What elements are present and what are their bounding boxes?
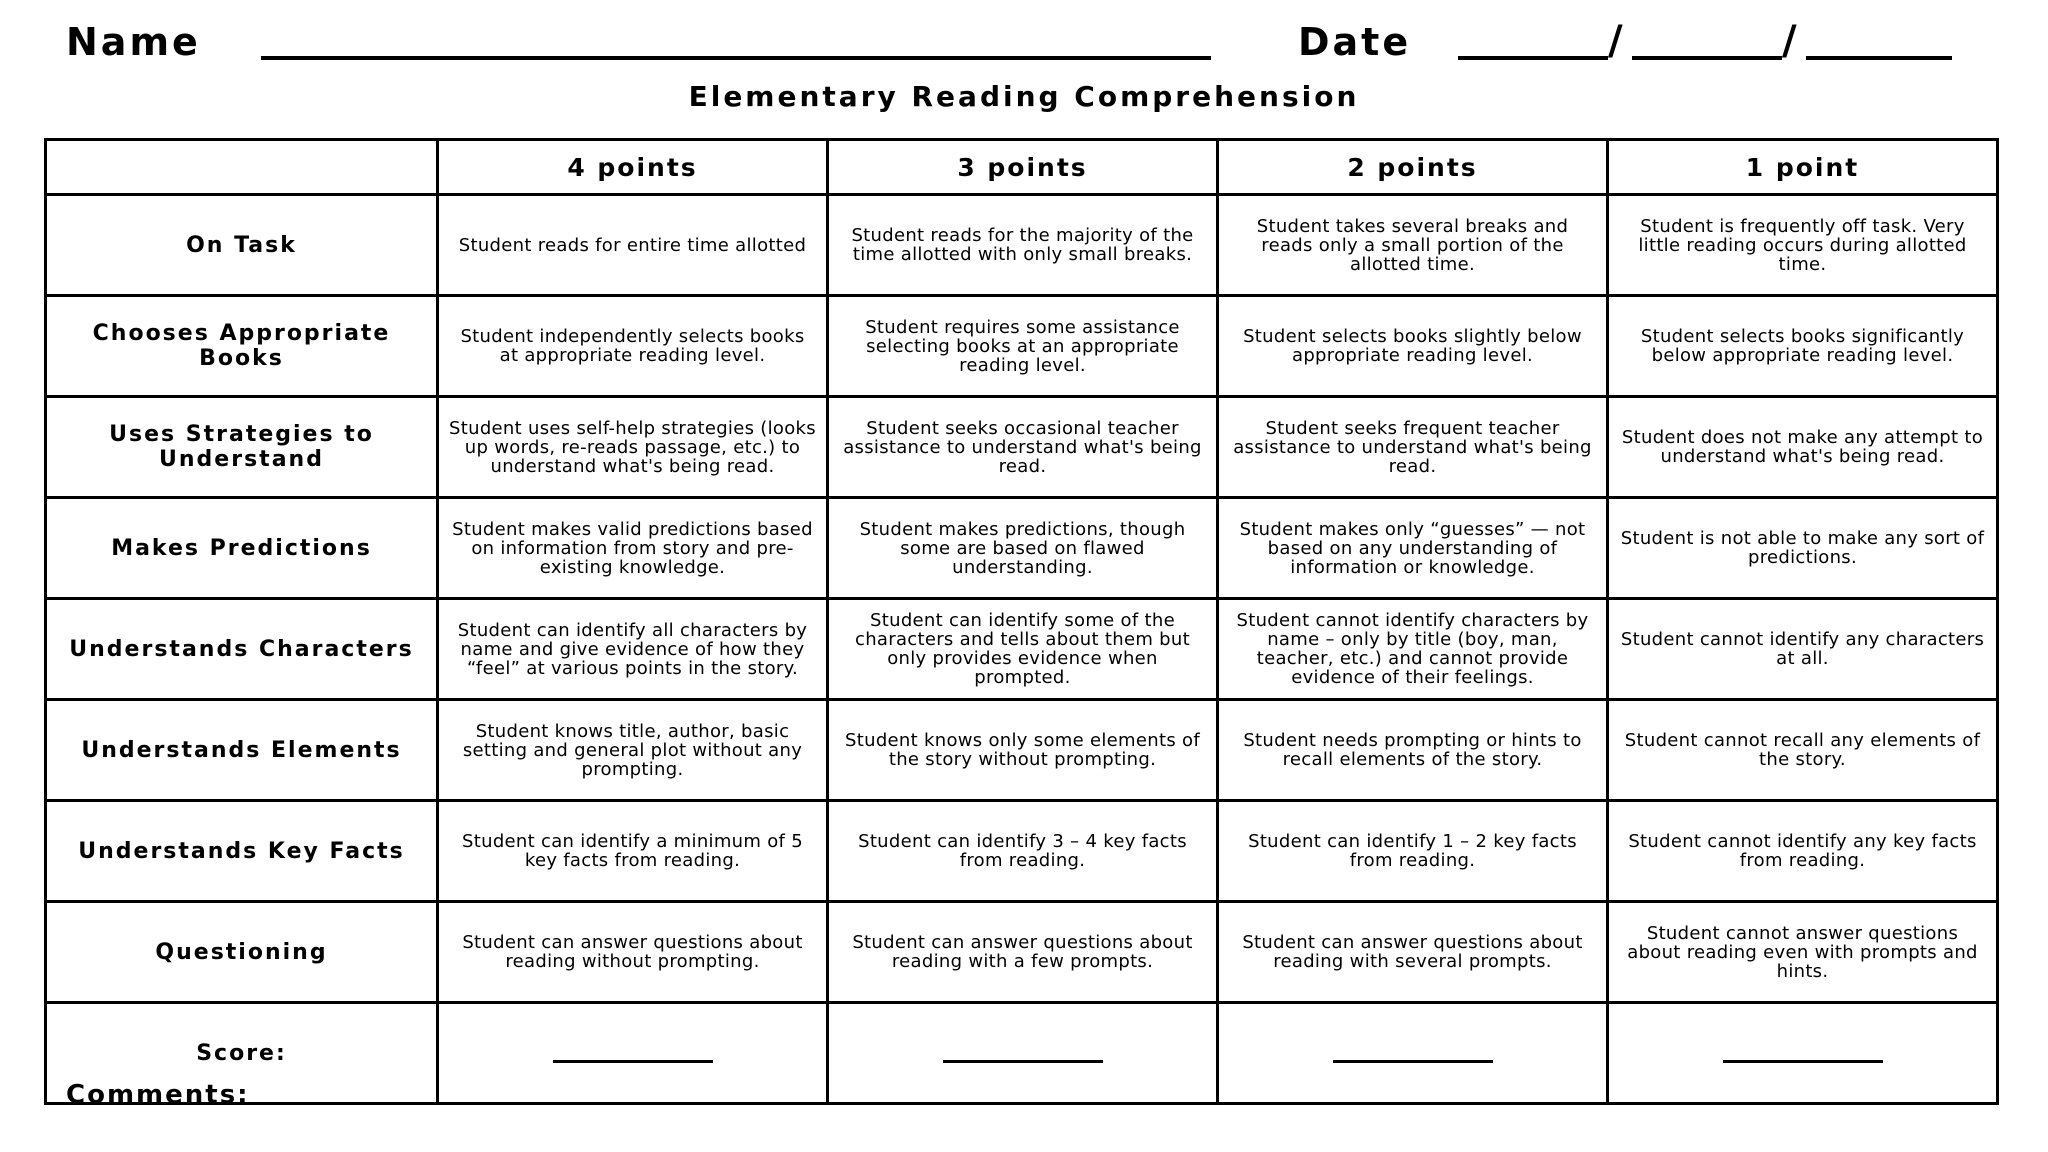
- rubric-cell: Student makes valid predictions based on information from story and pre-existing knowledge.: [438, 498, 828, 599]
- rubric-cell: Student makes predictions, though some are based on flawed understanding.: [828, 498, 1218, 599]
- column-header-1-point: 1 point: [1608, 140, 1998, 195]
- rubric-cell: Student seeks occasional teacher assistance to understand what's being read.: [828, 397, 1218, 498]
- criterion-questioning: Questioning: [46, 902, 438, 1003]
- rubric-cell: Student cannot answer questions about reading even with prompts and hints.: [1608, 902, 1998, 1003]
- rubric-cell: Student selects books significantly below appropriate reading level.: [1608, 296, 1998, 397]
- rubric-cell: Student can identify a minimum of 5 key facts from reading.: [438, 801, 828, 902]
- name-field-line[interactable]: [261, 56, 1211, 60]
- rubric-cell: Student cannot identify any characters at all.: [1608, 599, 1998, 700]
- rubric-cell: Student knows title, author, basic setting and general plot without any prompting.: [438, 700, 828, 801]
- column-header-4-points: 4 points: [438, 140, 828, 195]
- criterion-on-task: On Task: [46, 195, 438, 296]
- table-row: [46, 902, 1998, 1003]
- score-blank-line[interactable]: [553, 1040, 713, 1063]
- rubric-cell: Student can identify 3 – 4 key facts from reading.: [828, 801, 1218, 902]
- rubric-header-row: [46, 140, 1998, 195]
- table-row: [46, 599, 1998, 700]
- score-cell-3-points[interactable]: [828, 1003, 1218, 1104]
- rubric-cell: Student uses self-help strategies (looks up words, re-reads passage, etc.) to understand what's being read.: [438, 397, 828, 498]
- criterion-chooses-appropriate-books: Chooses Appropriate Books: [46, 296, 438, 397]
- date-day-line[interactable]: [1632, 56, 1782, 60]
- score-row: [46, 1003, 1998, 1104]
- name-label: Name: [66, 20, 201, 64]
- column-header-3-points: 3 points: [828, 140, 1218, 195]
- comments-label: Comments:: [66, 1080, 250, 1110]
- rubric-cell: Student is not able to make any sort of predictions.: [1608, 498, 1998, 599]
- date-year-line[interactable]: [1806, 56, 1952, 60]
- criterion-understands-key-facts: Understands Key Facts: [46, 801, 438, 902]
- criterion-understands-characters: Understands Characters: [46, 599, 438, 700]
- rubric-cell: Student makes only “guesses” — not based on any understanding of information or knowledge.: [1218, 498, 1608, 599]
- date-separator-2: /: [1782, 18, 1797, 64]
- score-cell-4-points[interactable]: [438, 1003, 828, 1104]
- rubric-cell: Student can identify some of the characters and tells about them but only provides evidence when prompted.: [828, 599, 1218, 700]
- header: [66, 20, 1966, 70]
- rubric-cell: Student can answer questions about reading with a few prompts.: [828, 902, 1218, 1003]
- criterion-understands-elements: Understands Elements: [46, 700, 438, 801]
- rubric-cell: Student takes several breaks and reads only a small portion of the allotted time.: [1218, 195, 1608, 296]
- rubric-cell: Student reads for the majority of the time allotted with only small breaks.: [828, 195, 1218, 296]
- rubric-cell: Student needs prompting or hints to recall elements of the story.: [1218, 700, 1608, 801]
- table-row: [46, 700, 1998, 801]
- document-title: Elementary Reading Comprehension: [688, 80, 1360, 113]
- rubric-cell: Student selects books slightly below appropriate reading level.: [1218, 296, 1608, 397]
- table-row: [46, 397, 1998, 498]
- rubric-cell: Student cannot identify characters by name – only by title (boy, man, teacher, etc.) and cannot provide evidence of their feelings.: [1218, 599, 1608, 700]
- rubric-cell: Student is frequently off task. Very little reading occurs during allotted time.: [1608, 195, 1998, 296]
- rubric-cell: Student independently selects books at appropriate reading level.: [438, 296, 828, 397]
- score-blank-line[interactable]: [943, 1040, 1103, 1063]
- table-row: [46, 801, 1998, 902]
- rubric-cell: Student cannot recall any elements of the story.: [1608, 700, 1998, 801]
- table-row: [46, 498, 1998, 599]
- rubric-cell: Student knows only some elements of the story without prompting.: [828, 700, 1218, 801]
- date-month-line[interactable]: [1458, 56, 1608, 60]
- criterion-makes-predictions: Makes Predictions: [46, 498, 438, 599]
- score-label: Score:: [46, 1003, 438, 1104]
- date-label: Date: [1298, 20, 1412, 64]
- score-cell-2-points[interactable]: [1218, 1003, 1608, 1104]
- criterion-uses-strategies: Uses Strategies to Understand: [46, 397, 438, 498]
- rubric-table: [44, 138, 1999, 1105]
- column-header-2-points: 2 points: [1218, 140, 1608, 195]
- rubric-cell: Student requires some assistance selecting books at an appropriate reading level.: [828, 296, 1218, 397]
- rubric-cell: Student seeks frequent teacher assistance to understand what's being read.: [1218, 397, 1608, 498]
- rubric-cell: Student reads for entire time allotted: [438, 195, 828, 296]
- rubric-cell: Student can identify all characters by name and give evidence of how they “feel” at various points in the story.: [438, 599, 828, 700]
- date-separator-1: /: [1608, 18, 1623, 64]
- rubric-cell: Student can identify 1 – 2 key facts from reading.: [1218, 801, 1608, 902]
- score-blank-line[interactable]: [1333, 1040, 1493, 1063]
- rubric-cell: Student does not make any attempt to understand what's being read.: [1608, 397, 1998, 498]
- table-row: [46, 195, 1998, 296]
- score-cell-1-point[interactable]: [1608, 1003, 1998, 1104]
- score-blank-line[interactable]: [1723, 1040, 1883, 1063]
- rubric-cell: Student can answer questions about reading with several prompts.: [1218, 902, 1608, 1003]
- table-row: [46, 296, 1998, 397]
- rubric-cell: Student can answer questions about reading without prompting.: [438, 902, 828, 1003]
- rubric-cell: Student cannot identify any key facts from reading.: [1608, 801, 1998, 902]
- criteria-header-cell: [46, 140, 438, 195]
